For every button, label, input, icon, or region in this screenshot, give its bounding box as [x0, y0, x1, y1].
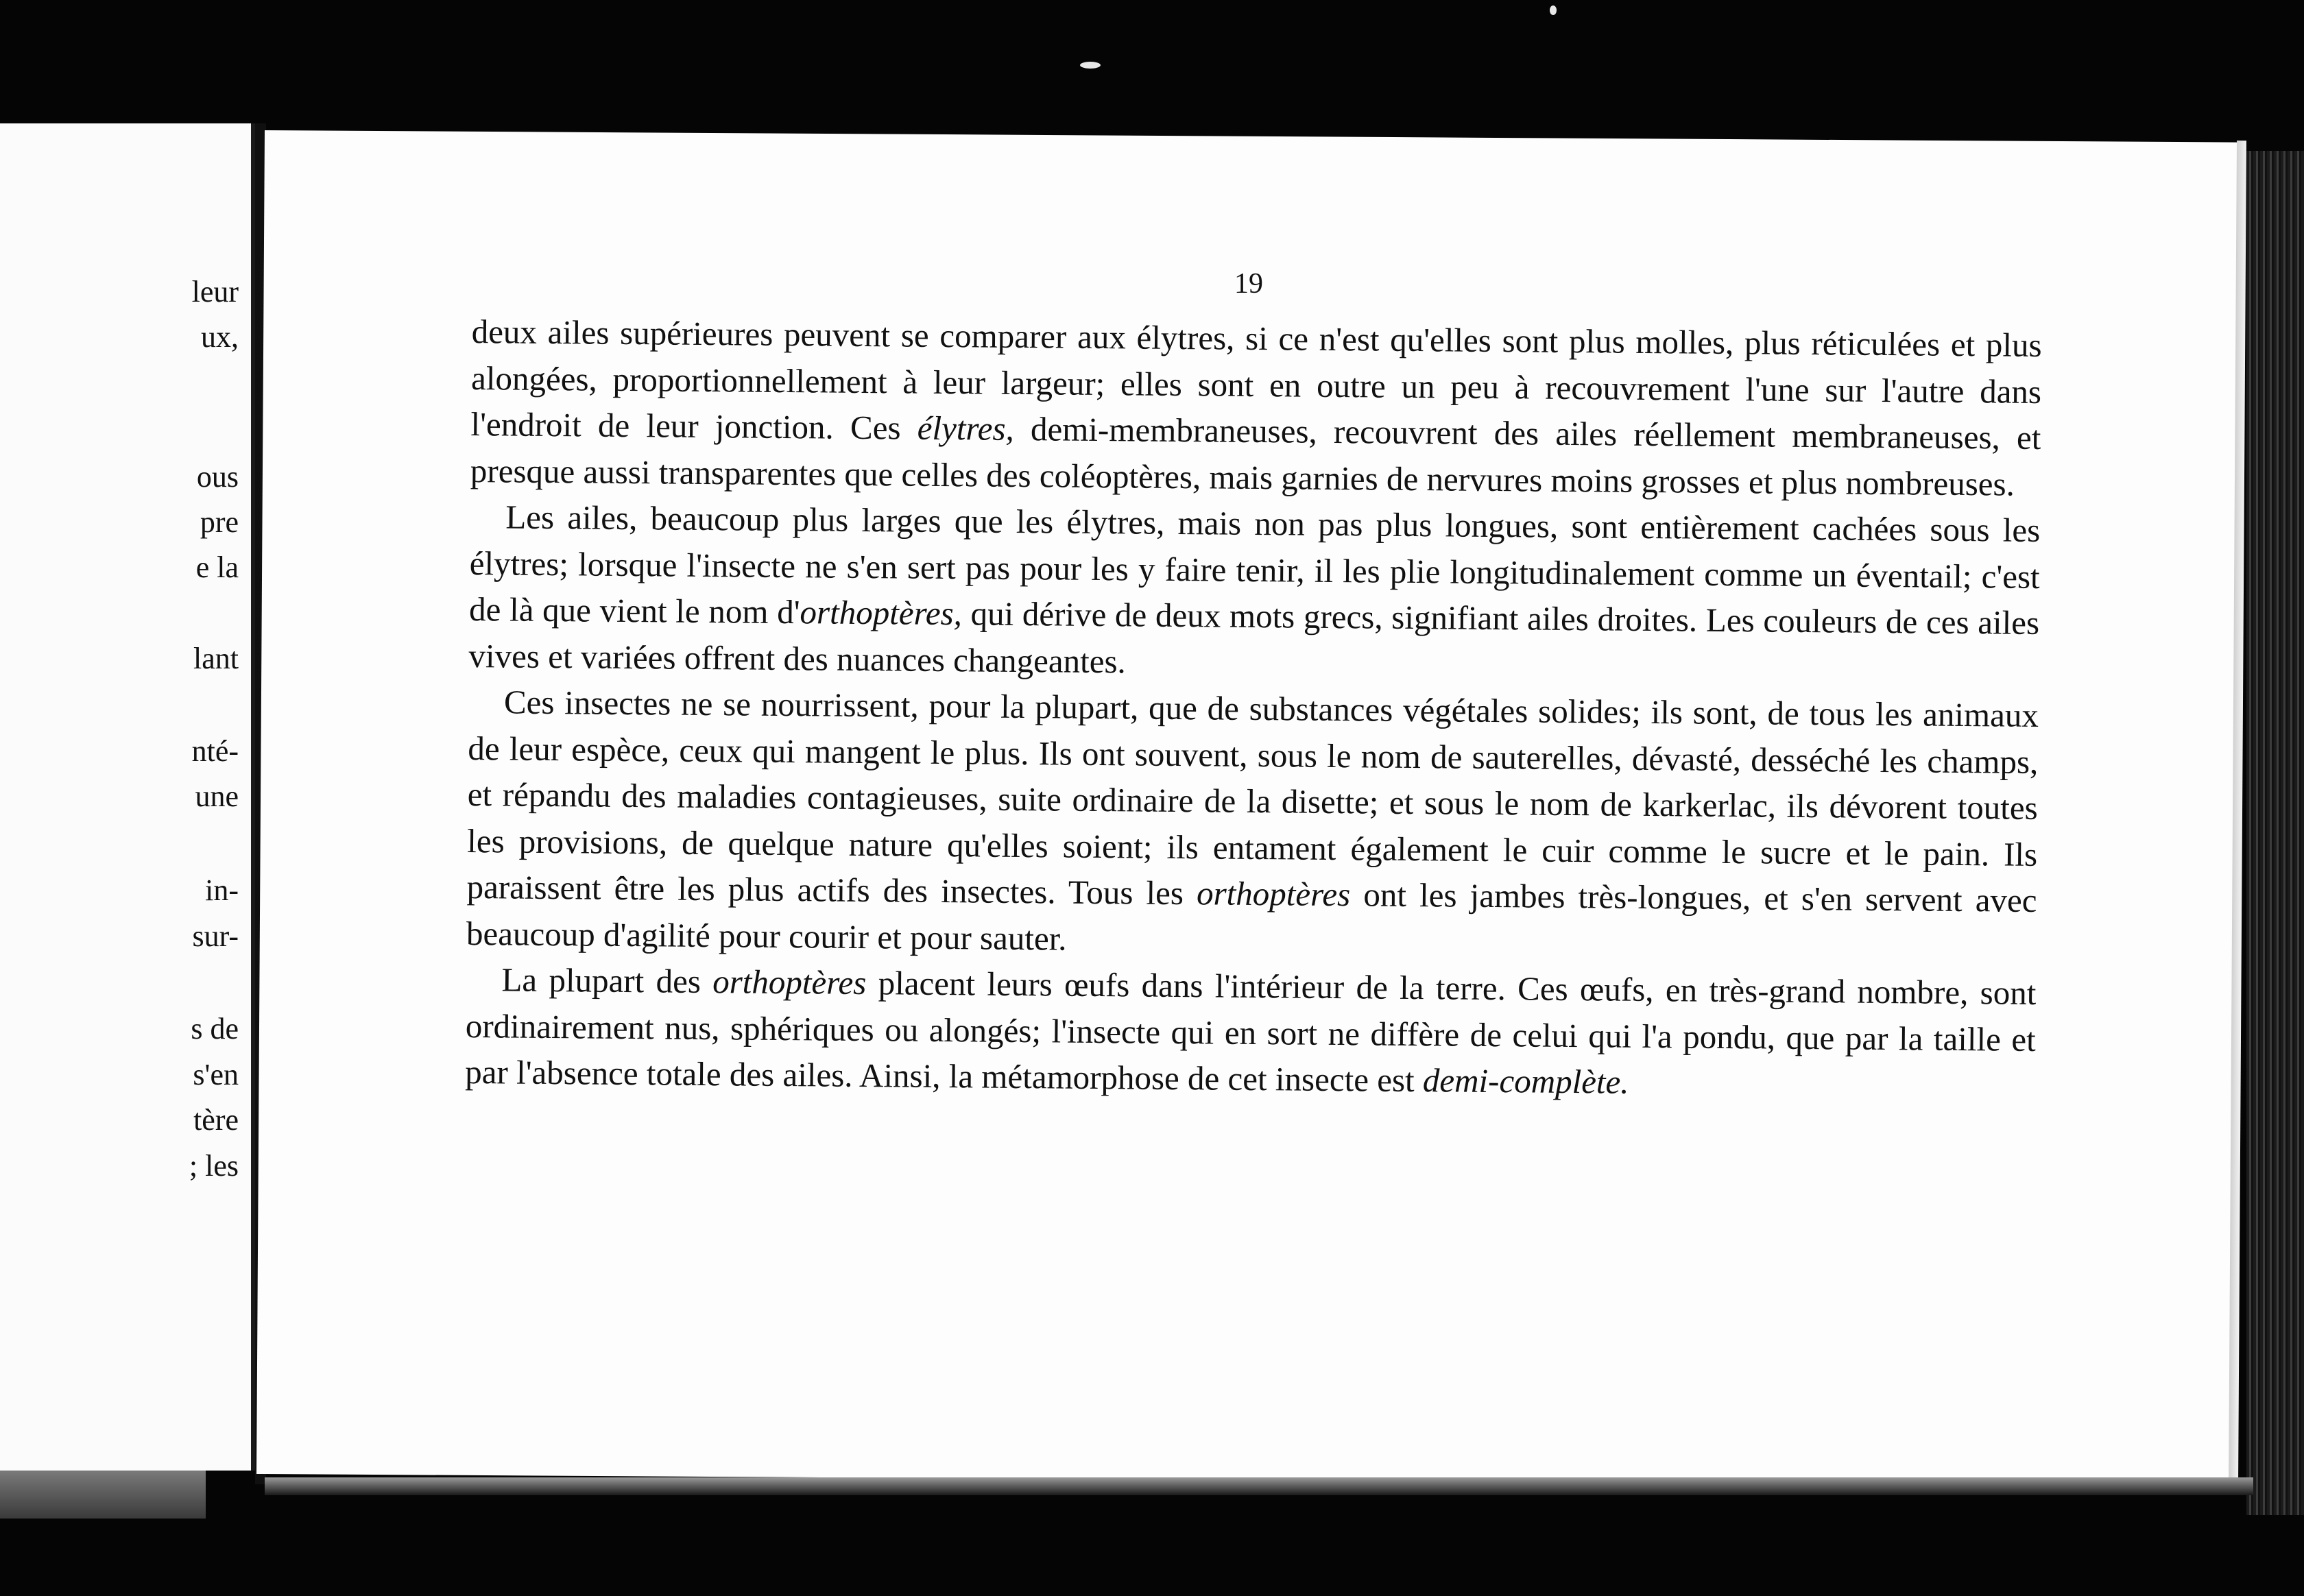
left-page-fragment: s de: [191, 1012, 239, 1045]
scan-artifact: [1550, 5, 1557, 15]
text-run: qui dérive de deux mots grecs, signifiant ailes droites. Les couleurs de ces ailes vives et variées offrent des nuances changeantes.: [468, 594, 2040, 680]
left-page-fragment: in-: [205, 873, 239, 907]
left-page-fragment: pre: [200, 505, 239, 539]
left-page-fragment: sur-: [192, 919, 239, 953]
italic-term: orthoptères: [712, 963, 867, 1002]
left-page-fragment: lant: [193, 642, 239, 675]
page-body: [465, 309, 2042, 1109]
text-run: La plupart des: [501, 960, 713, 1001]
paragraph: [470, 309, 2042, 507]
left-page-fragment: s'en: [193, 1058, 239, 1091]
italic-term: demi-complète.: [1422, 1061, 1629, 1101]
paragraph: [465, 956, 2037, 1109]
scan-artifact: [1080, 62, 1101, 69]
book-edge: [0, 1471, 206, 1519]
page-bottom-edge: [265, 1477, 2253, 1495]
left-page-fragment: tère: [193, 1103, 239, 1137]
text-run: Ces insectes ne se nourrissent, pour la plupart, que de substances végétales solides; ils sont, de tous les animaux de leur espèce, ceux qui mangent le plus. Ils ont souvent, sous le nom de sauterelles, dévasté, desséché les champs, et répandu des maladies contagieuses, suite ordinaire de la disette; et sous le nom de karkerlac, ils dévorent toutes les provisions, de quelque nature qu'elles soient; ils entament également le cuir comme le sucre et le pain. Ils paraissent être les plus actifs des insectes. Tous les: [466, 683, 2039, 912]
paragraph: [468, 494, 2040, 692]
left-page-fragment: une: [195, 779, 239, 813]
text-run: ont les jambes très-longues, et s'en servent avec beaucoup d'agilité pour courir et pour sauter.: [466, 875, 2037, 958]
text-run: demi-membraneuses, recouvrent des ailes réellement membraneuses, et presque aussi transparentes que celles des coléoptères, mais garnies de nervures moins grosses et plus nombreuses.: [470, 409, 2041, 503]
left-page-fragment: nté-: [191, 734, 239, 768]
page-number: 19: [1234, 268, 1263, 300]
book-fore-edge: [2246, 151, 2304, 1515]
text-run: Les ailes, beaucoup plus larges que les élytres, mais non pas plus longues, sont entièrement cachées sous les élytres; lorsque l'insecte ne s'en sert pas pour les y faire tenir, il les plie longitudinalement comme un éventail; c'est de là que vient le nom d': [468, 498, 2041, 631]
text-run: placent leurs œufs dans l'intérieur de la terre. Ces œufs, en très-grand nombre, sont ordinairement nus, sphériques ou alongés; l'insecte qui en sort ne diffère de celui qui l'a pondu, que par la taille et par l'absence totale des ailes. Ainsi, la métamorphose de cet insecte est: [465, 964, 2037, 1100]
left-page-fragment: ux,: [201, 320, 239, 354]
text-run: deux ailes supérieures peuvent se comparer aux élytres, si ce n'est qu'elles sont plus molles, plus réticulées et plus alongées, proportionnellement à leur largeur; elles sont en outre un peu à recouvrement l'une sur l'autre dans l'endroit de leur jonction. Ces: [470, 312, 2042, 447]
italic-term: orthoptères: [1196, 874, 1351, 914]
paragraph: [466, 679, 2039, 970]
left-page-fragment: e la: [195, 551, 239, 584]
left-page-fragment: ous: [196, 460, 239, 494]
italic-term: orthoptères,: [800, 593, 963, 633]
left-page-fragment: ; les: [189, 1149, 239, 1183]
left-page-fragment: leur: [191, 275, 239, 309]
italic-term: élytres,: [917, 409, 1015, 448]
previous-page: [0, 123, 255, 1471]
